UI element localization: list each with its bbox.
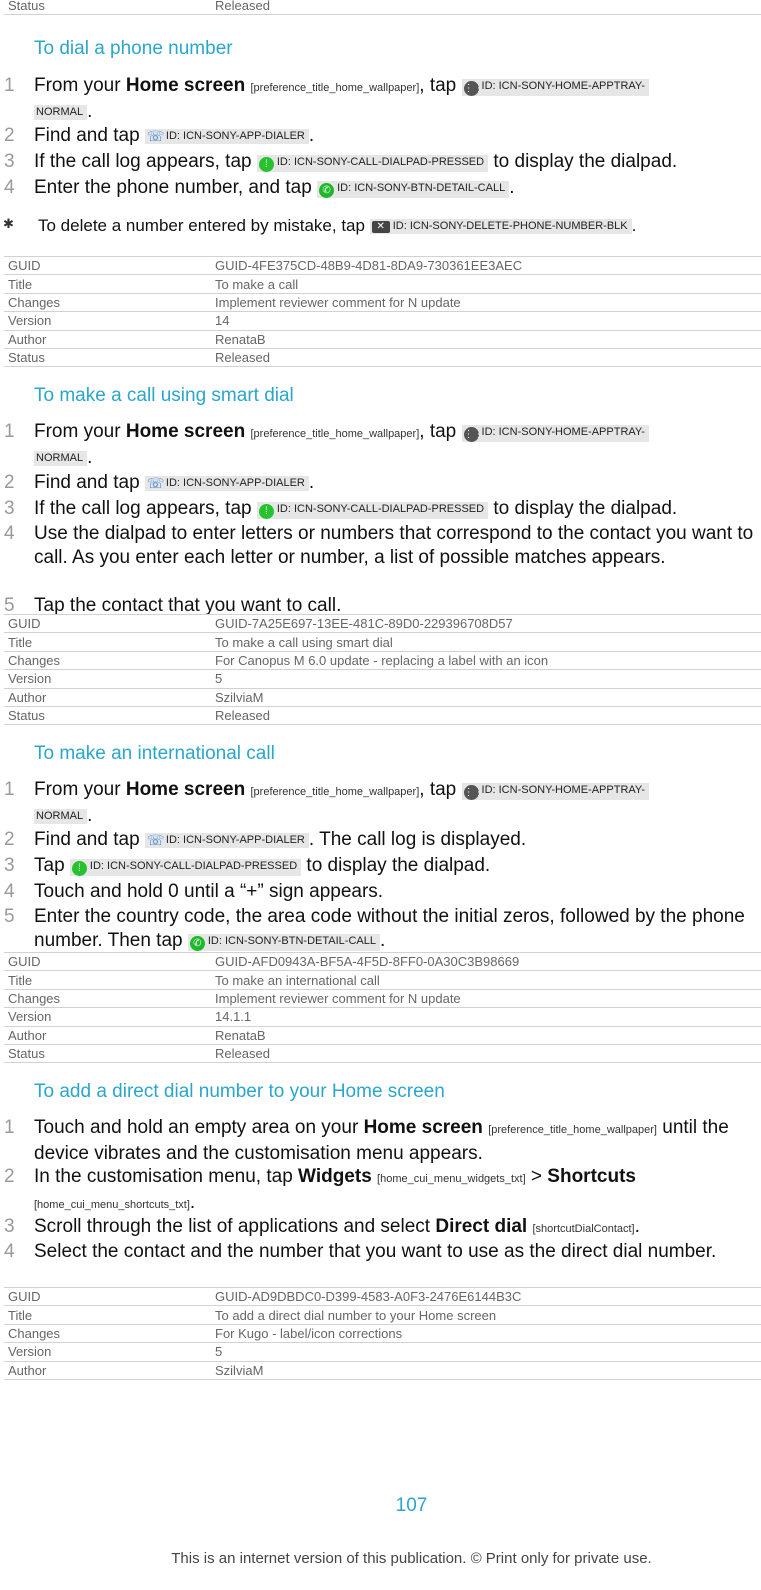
list-item: 3 If the call log appears, tap ⁞ ID: ICN-SONY-CALL-DIALPAD-PRESSED to display the dialpad.: [4, 151, 678, 172]
table-row: Version 14: [4, 312, 761, 330]
home-screen-label: Home screen: [125, 75, 246, 96]
list-item: 1 From your Home screen [preference_title_home_wallpaper], tap ⋮⋮ID: ICN-SONY-HOME-APPTRAY- NORMAL .: [0, 778, 761, 826]
table-key: Status: [4, 0, 211, 15]
metadata-table: [4, 614, 761, 725]
footer-note: This is an internet version of this publication. © Print only for private use.: [171, 1550, 652, 1567]
call-icon: ✆ ID: ICN-SONY-BTN-DETAIL-CALL: [317, 181, 509, 198]
table-row: GUID GUID-AD9DBDC0-D399-4583-A0F3-2476E6144B3C: [4, 1288, 761, 1306]
list-item: 3 Scroll through the list of applications and select Direct dial [shortcutDialContact].: [4, 1216, 640, 1237]
metadata-table: [4, 1287, 761, 1380]
list-item: 4 Touch and hold 0 until a “+” sign appears.: [4, 881, 384, 902]
list-item: 1 Touch and hold an empty area on your Home screen [preference_title_home_wallpaper] until the device vibrates and the customisation menu appears.: [4, 1117, 729, 1164]
list-item: 4 Enter the phone number, and tap ✆ ID: ICN-SONY-BTN-DETAIL-CALL .: [4, 177, 515, 198]
dialer-icon: ☏ID: ICN-SONY-APP-DIALER: [145, 833, 309, 848]
section-title-international-call: To make an international call: [34, 743, 275, 764]
table-row: Status Released: [4, 348, 761, 366]
section-title-smart-dial: To make a call using smart dial: [34, 385, 294, 406]
dialpad-icon: ⁞ ID: ICN-SONY-CALL-DIALPAD-PRESSED: [70, 859, 301, 876]
table-row: Title To make a call using smart dial: [4, 633, 761, 651]
list-item: 5 Enter the country code, the area code without the initial zeros, followed by the phone number. Then tap ✆ ID: ICN-SONY-BTN-DETAIL-CALL .: [4, 906, 745, 951]
table-row: Version 14.1.1: [4, 1008, 761, 1026]
table-row: Changes Implement reviewer comment for N update: [4, 989, 761, 1007]
list-item: 5 Tap the contact that you want to call.: [4, 595, 342, 616]
list-item: 4 Use the dialpad to enter letters or numbers that correspond to the contact you want to call. As you enter each letter or number, a list of possible matches appears.: [4, 523, 754, 568]
table-row: GUID GUID-AFD0943A-BF5A-4F5D-8FF0-0A30C3B98669: [4, 953, 761, 971]
list-item: 1 From your Home screen [preference_title_home_wallpaper], tap ⋮⋮ID: ICN-SONY-HOME-APPTRAY- NORMAL .: [0, 420, 761, 468]
metadata-table-top: [4, 0, 761, 15]
list-item: 3 Tap ⁞ ID: ICN-SONY-CALL-DIALPAD-PRESSED to display the dialpad.: [4, 855, 491, 876]
metadata-table: [4, 256, 761, 367]
table-row: Changes Implement reviewer comment for N update: [4, 293, 761, 311]
table-row: Version 5: [4, 1343, 761, 1361]
table-row: Author RenataB: [4, 1026, 761, 1044]
page-number: 107: [395, 1495, 428, 1516]
lightbulb-icon: ✱: [3, 216, 14, 231]
dialpad-icon: ⁞ ID: ICN-SONY-CALL-DIALPAD-PRESSED: [257, 502, 488, 519]
table-row: Changes For Kugo - label/icon corrections: [4, 1324, 761, 1342]
list-item: 2 Find and tap ☏ID: ICN-SONY-APP-DIALER .: [4, 472, 315, 493]
call-icon: ✆ ID: ICN-SONY-BTN-DETAIL-CALL: [188, 934, 380, 951]
metadata-table: [4, 952, 761, 1063]
table-row: GUID GUID-7A25E697-13EE-481C-89D0-229396708D57: [4, 615, 761, 633]
section-title-direct-dial: To add a direct dial number to your Home screen: [34, 1081, 445, 1102]
table-row: Changes For Canopus M 6.0 update - replacing a label with an icon: [4, 651, 761, 669]
list-item: 4 Select the contact and the number that you want to use as the direct dial number.: [4, 1241, 717, 1262]
list-item: 3 If the call log appears, tap ⁞ ID: ICN-SONY-CALL-DIALPAD-PRESSED to display the dialpad.: [4, 498, 678, 519]
table-value: Released: [211, 0, 761, 15]
list-item: 2 Find and tap ☏ID: ICN-SONY-APP-DIALER . The call log is displayed.: [4, 829, 527, 850]
step-text: From your Home screen [preference_title_home_wallpaper], tap ⋮⋮ID: ICN-SONY-HOME-APPTRAY- NORMAL .: [34, 74, 761, 124]
table-row: Author RenataB: [4, 330, 761, 348]
dialer-icon: ☏ID: ICN-SONY-APP-DIALER: [145, 129, 309, 144]
apptray-icon: ⋮⋮ID: ICN-SONY-HOME-APPTRAY-: [462, 79, 649, 96]
table-row: Version 5: [4, 670, 761, 688]
delete-icon: ✕ ID: ICN-SONY-DELETE-PHONE-NUMBER-BLK: [370, 219, 632, 234]
dialpad-icon: ⁞ ID: ICN-SONY-CALL-DIALPAD-PRESSED: [257, 155, 488, 172]
list-item: 2 In the customisation menu, tap Widgets [home_cui_menu_widgets_txt] > Shortcuts [home_cui_menu_shortcuts_txt].: [4, 1166, 636, 1213]
table-row: Author SzilviaM: [4, 1361, 761, 1379]
dialer-icon: ☏ID: ICN-SONY-APP-DIALER: [145, 476, 309, 491]
apptray-icon: ⋮⋮ID: ICN-SONY-HOME-APPTRAY-: [462, 425, 649, 442]
table-row: Title To add a direct dial number to your Home screen: [4, 1306, 761, 1324]
table-row: Title To make an international call: [4, 971, 761, 989]
apptray-icon: ⋮⋮ID: ICN-SONY-HOME-APPTRAY-: [462, 783, 649, 800]
step-number: 1: [4, 75, 15, 96]
list-item: 2 Find and tap ☏ID: ICN-SONY-APP-DIALER .: [4, 125, 315, 146]
table-row: Title To make a call: [4, 275, 761, 293]
table-row: GUID GUID-4FE375CD-48B9-4D81-8DA9-730361EE3AEC: [4, 257, 761, 275]
section-title-dial-number: To dial a phone number: [34, 38, 233, 59]
table-row: Status Released: [4, 1044, 761, 1062]
table-row: [4, 0, 761, 15]
table-row: Status Released: [4, 706, 761, 724]
list-item: [0, 74, 761, 122]
table-row: Author SzilviaM: [4, 688, 761, 706]
